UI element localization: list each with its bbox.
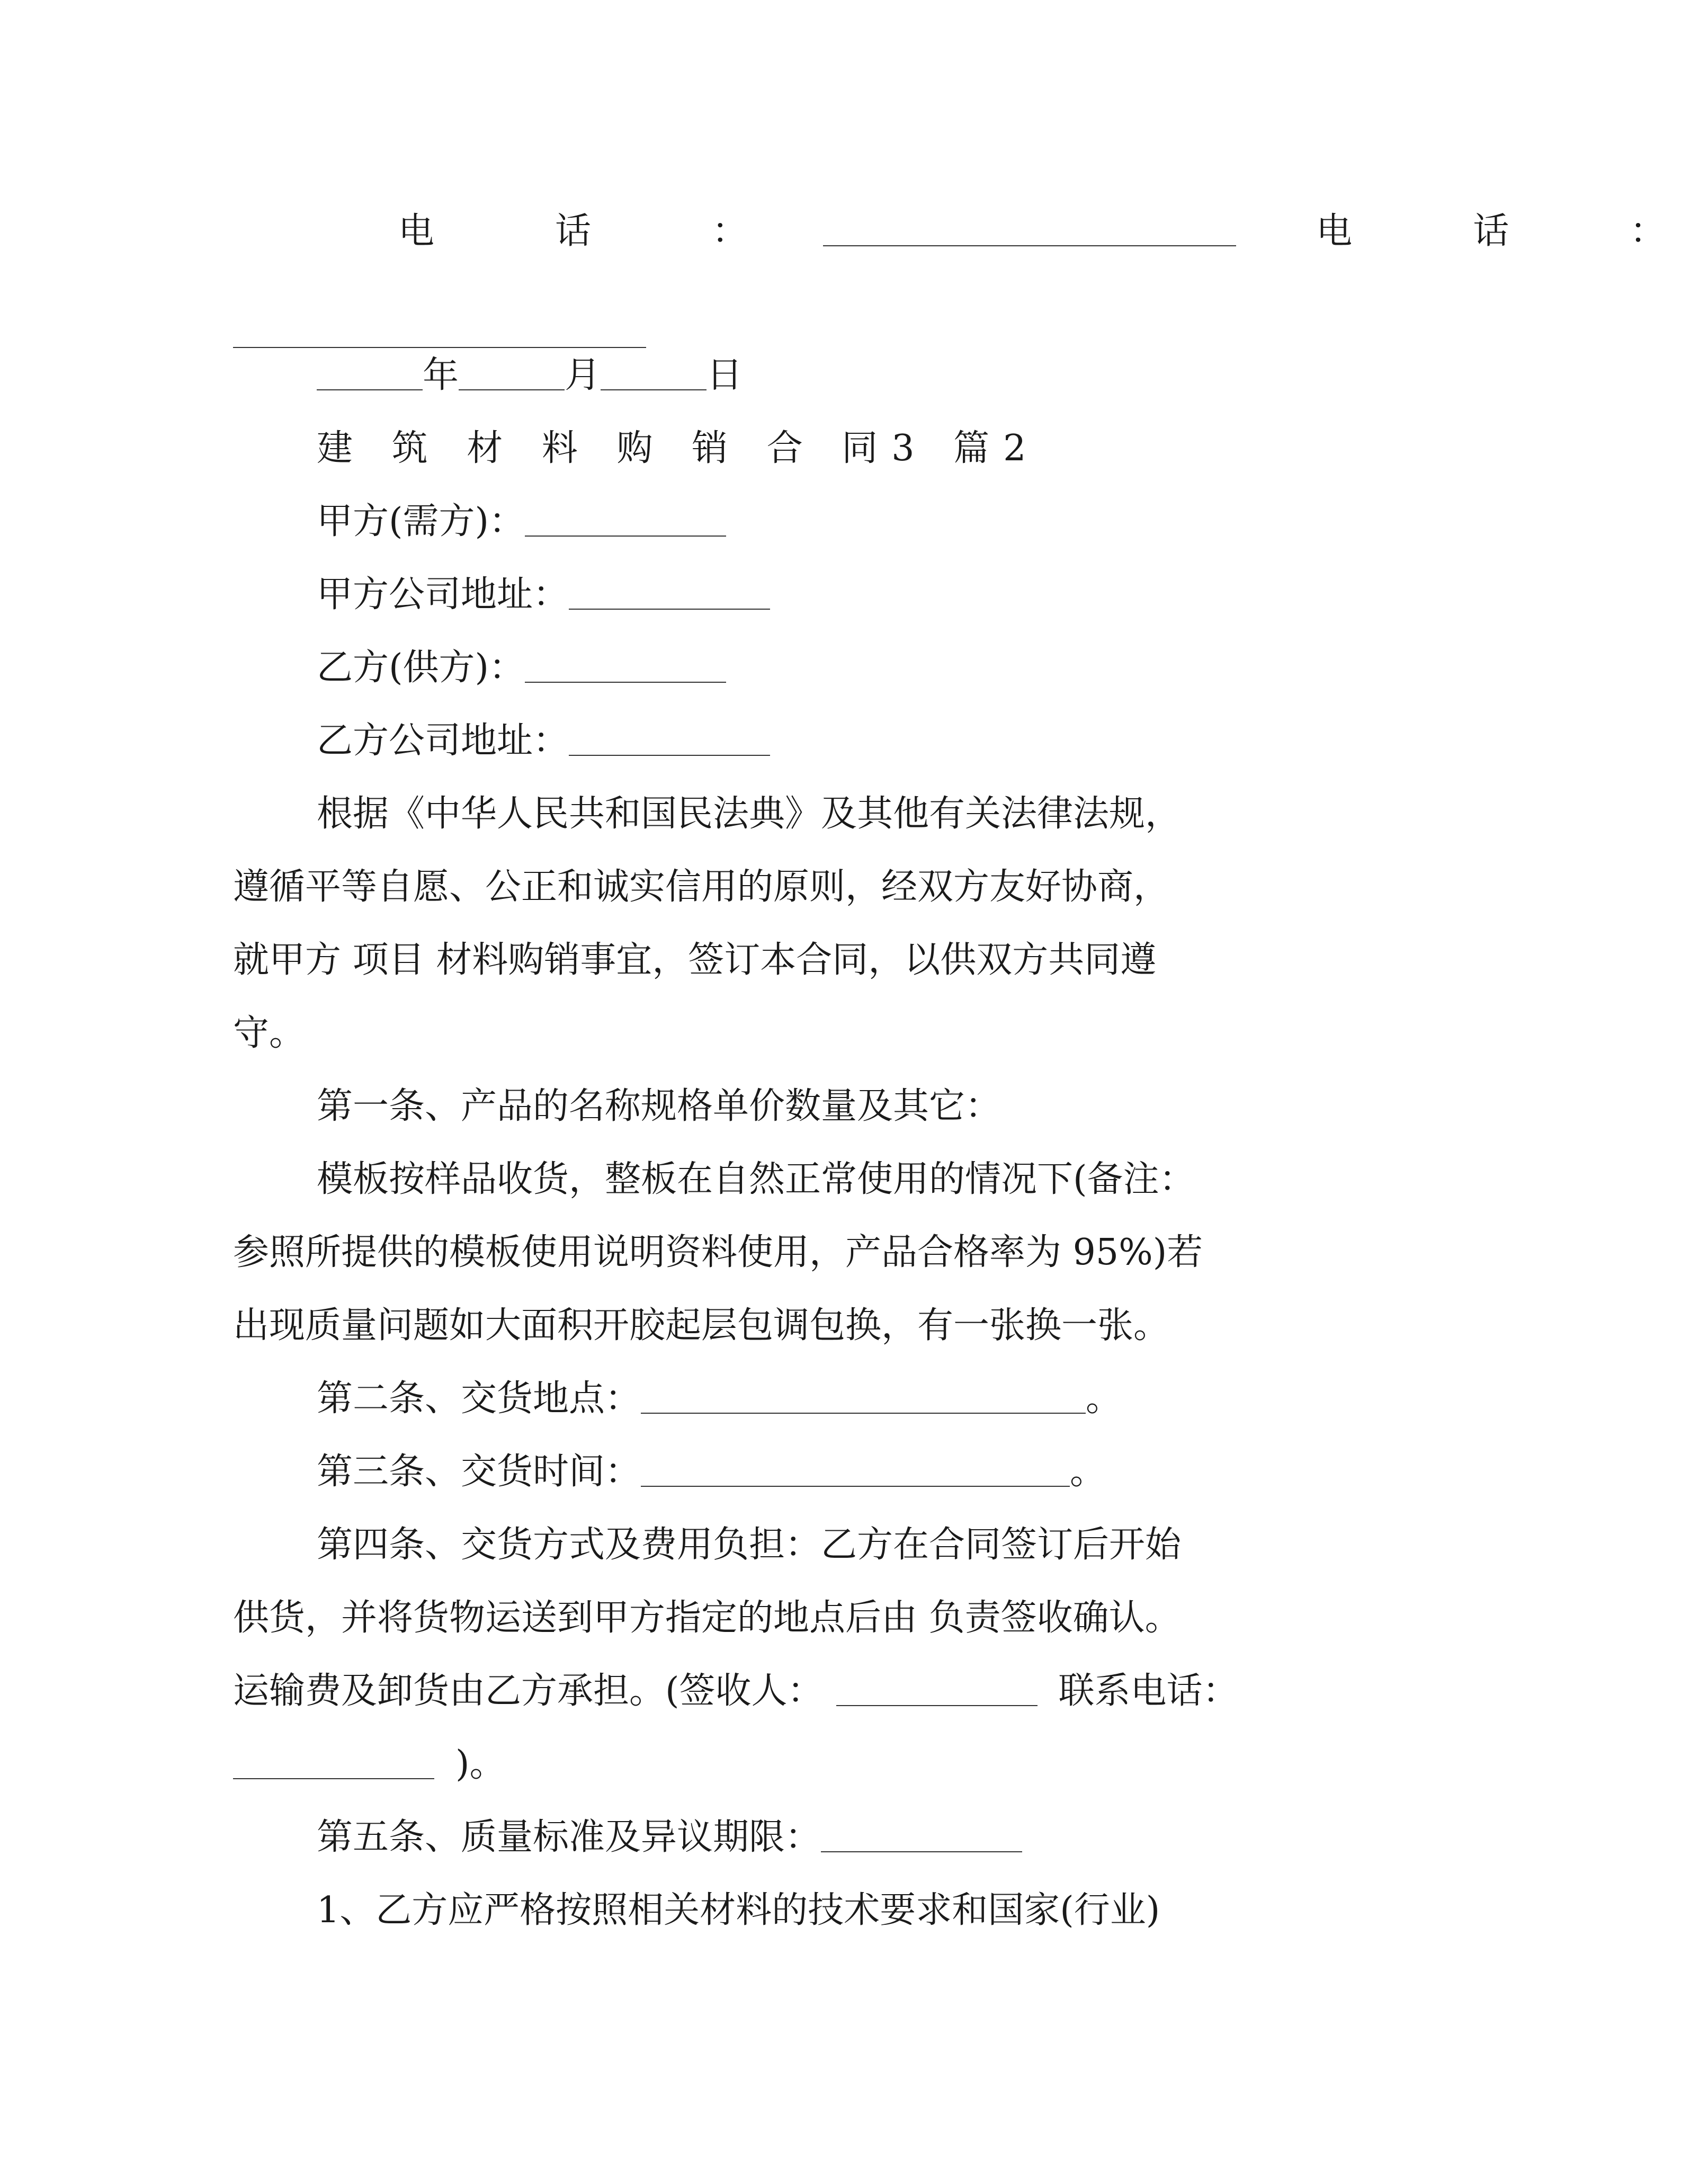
article-5: 第五条、质量标准及异议期限：: [317, 1819, 1022, 1855]
phone-label-b: 电 话 ：: [1316, 210, 1708, 252]
article-2-label: 第二条、交货地点：: [317, 1378, 641, 1420]
para1-line2: 遵循平等自愿、公正和诚实信用的原则，经双方友好协商，: [233, 866, 1170, 908]
phone-label-a: 电 话 ：: [398, 210, 791, 252]
article-1: 第一条、产品的名称规格单价数量及其它：: [317, 1085, 1001, 1127]
phone-line-a: [398, 210, 1708, 252]
item-1: 1、乙方应严格按照相关材料的技术要求和国家(行业): [317, 1889, 1160, 1931]
para1-line1: 根据《中华人民共和国民法典》及其他有关法律法规，: [317, 793, 1182, 835]
party-a-address-line: [317, 574, 770, 615]
para1-line3: 就甲方 项目 材料购销事宜，签订本合同，以供双方共同遵: [233, 939, 1157, 981]
phone-blank-b: [233, 346, 646, 348]
article-4-line4: )。: [233, 1746, 506, 1782]
para2-line2: 参照所提供的模板使用说明资料使用，产品合格率为 95%)若: [233, 1232, 1203, 1273]
para1-line4: 守。: [233, 1012, 306, 1054]
date-year: 年: [423, 354, 459, 396]
party-a-address-label: 甲方公司地址：: [317, 574, 569, 615]
party-b-line: [317, 647, 726, 689]
para2-line3: 出现质量问题如大面积开胶起层包调包换，有一张换一张。: [233, 1305, 1170, 1346]
article-3-label: 第三条、交货时间：: [317, 1451, 641, 1493]
phone-blank-b-line: [233, 315, 646, 351]
party-a-line: [317, 501, 726, 542]
article-3: 第三条、交货时间： 。: [317, 1451, 1106, 1493]
party-b-address-line: [317, 720, 770, 762]
article-2: 第二条、交货地点： 。: [317, 1378, 1122, 1420]
party-b-label: 乙方(供方)：: [317, 647, 525, 689]
date-line: [317, 354, 743, 396]
party-a-label: 甲方(需方)：: [317, 501, 525, 542]
article-4-line3: 运输费及卸货由乙方承担。(签收人： 联系电话：: [233, 1670, 1239, 1712]
phone-blank-a: [823, 245, 1236, 246]
para2-line1: 模板按样品收货，整板在自然正常使用的情况下(备注：: [317, 1158, 1195, 1200]
date-day: 日: [707, 354, 743, 396]
article-4-line2: 供货，并将货物运送到甲方指定的地点后由 负责签收确认。: [233, 1597, 1181, 1639]
date-month: 月: [565, 354, 601, 396]
document-title: 建 筑 材 料 购 销 合 同3 篇2: [317, 427, 1040, 469]
party-b-address-label: 乙方公司地址：: [317, 720, 569, 762]
article-4-line1: 第四条、交货方式及费用负担：乙方在合同签订后开始: [317, 1524, 1182, 1566]
